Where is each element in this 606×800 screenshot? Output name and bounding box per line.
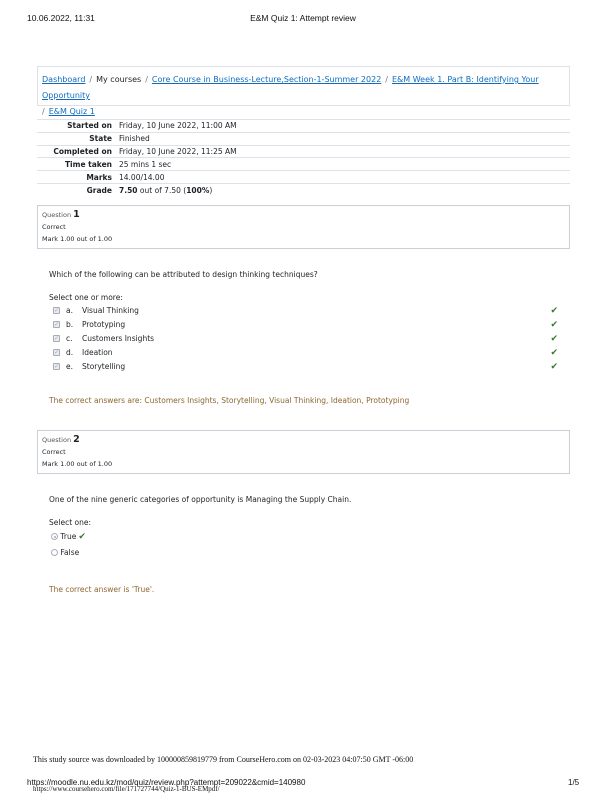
- summary-label: Marks: [37, 171, 117, 184]
- question-text: Which of the following can be attributed to design thinking techniques?: [49, 270, 318, 279]
- question-state: Correct: [42, 223, 66, 231]
- checkbox-checked[interactable]: [53, 307, 60, 314]
- correct-answer-feedback: The correct answer is 'True'.: [49, 585, 155, 594]
- answer-option-false: [51, 547, 79, 559]
- breadcrumb-separator: /: [385, 75, 388, 84]
- option-text: Visual Thinking: [82, 306, 139, 315]
- print-url: https://moodle.nu.edu.kz/mod/quiz/review.php?attempt=209022&cmid=140980: [27, 778, 306, 787]
- download-source-note: This study source was downloaded by 100000859819779 from CourseHero.com on 02-03-2023 04:07:50 GMT -06:00: [33, 755, 414, 764]
- summary-value: 25 mins 1 sec: [117, 158, 570, 171]
- question-number-value: 1: [73, 209, 80, 220]
- correct-check-icon: ✔: [78, 532, 86, 542]
- option-letter: d.: [66, 348, 74, 357]
- breadcrumb-separator: /: [145, 75, 148, 84]
- question-number-value: 2: [73, 434, 80, 445]
- correct-check-icon: ✔: [550, 348, 558, 358]
- breadcrumb-dashboard[interactable]: Dashboard: [42, 75, 86, 84]
- attempt-summary-table: [37, 119, 570, 196]
- question-mark: Mark 1.00 out of 1.00: [42, 235, 113, 243]
- option-text: Ideation: [82, 348, 113, 357]
- answer-prompt: Select one:: [49, 518, 92, 527]
- summary-label: State: [37, 132, 117, 145]
- page-number: 1/5: [568, 778, 580, 787]
- grade-score: 7.50: [119, 185, 138, 195]
- summary-row: [37, 171, 570, 184]
- radio-selected[interactable]: [51, 533, 58, 540]
- grade-percent: 100%: [186, 185, 210, 195]
- breadcrumb-my-courses: My courses: [96, 75, 142, 84]
- question-number: [42, 209, 565, 221]
- summary-label: Time taken: [37, 158, 117, 171]
- breadcrumb-separator: /: [42, 107, 45, 116]
- summary-value: Friday, 10 June 2022, 11:00 AM: [117, 120, 570, 133]
- question-mark: Mark 1.00 out of 1.00: [42, 460, 113, 468]
- breadcrumb-course[interactable]: Core Course in Business-Lecture,Section-1-Summer 2022: [151, 75, 382, 84]
- grade-out-of: out of 7.50 (: [139, 185, 187, 195]
- summary-label: Started on: [37, 120, 117, 133]
- correct-check-icon: ✔: [550, 362, 558, 372]
- question-info-box: [37, 430, 570, 474]
- summary-row: [37, 158, 570, 171]
- summary-value: Finished: [117, 132, 570, 145]
- question-label: Question: [42, 436, 72, 444]
- option-letter: c.: [66, 334, 73, 343]
- option-text: Storytelling: [82, 362, 126, 371]
- summary-row: [37, 132, 570, 145]
- option-letter: a.: [66, 306, 73, 315]
- option-text: Prototyping: [82, 320, 126, 329]
- answer-option: [53, 333, 558, 345]
- breadcrumb-quiz[interactable]: E&M Quiz 1: [48, 107, 95, 116]
- answer-option: [53, 361, 558, 373]
- answer-option: [53, 347, 558, 359]
- checkbox-checked[interactable]: [53, 335, 60, 342]
- question-info-box: [37, 205, 570, 249]
- option-letter: b.: [66, 320, 74, 329]
- question-number: [42, 434, 565, 446]
- question-label: Question: [42, 211, 72, 219]
- option-text: False: [60, 548, 80, 557]
- question-state: Correct: [42, 448, 66, 456]
- summary-label: Completed on: [37, 145, 117, 158]
- option-text: Customers Insights: [82, 334, 155, 343]
- summary-value: 14.00/14.00: [117, 171, 570, 184]
- option-text: True: [60, 532, 77, 541]
- print-datetime: 10.06.2022, 11:31: [27, 13, 95, 23]
- grade-value: [117, 183, 570, 196]
- breadcrumb-week[interactable]: E&M Week 1. Part B: Identifying Your Opportunity: [42, 75, 539, 100]
- answer-option: [53, 305, 558, 317]
- answer-prompt: Select one or more:: [49, 293, 123, 302]
- answer-option-true: [51, 531, 86, 543]
- correct-check-icon: ✔: [550, 334, 558, 344]
- breadcrumb: [37, 66, 570, 116]
- grade-label: Grade: [37, 183, 117, 196]
- correct-check-icon: ✔: [550, 306, 558, 316]
- correct-check-icon: ✔: [550, 320, 558, 330]
- checkbox-checked[interactable]: [53, 349, 60, 356]
- correct-answer-feedback: The correct answers are: Customers Insights, Storytelling, Visual Thinking, Ideation, Prototyping: [49, 396, 410, 405]
- summary-value: Friday, 10 June 2022, 11:25 AM: [117, 145, 570, 158]
- radio-unselected[interactable]: [51, 549, 58, 556]
- grade-close: ): [209, 185, 213, 195]
- breadcrumb-separator: /: [89, 75, 93, 84]
- summary-row: [37, 120, 570, 133]
- question-text: One of the nine generic categories of opportunity is Managing the Supply Chain.: [49, 495, 352, 504]
- summary-row: [37, 145, 570, 158]
- summary-row-grade: [37, 183, 570, 196]
- checkbox-checked[interactable]: [53, 321, 60, 328]
- checkbox-checked[interactable]: [53, 363, 60, 370]
- coursehero-url: https://www.coursehero.com/file/171727744/Quiz-1-BUS-EMpdf/: [33, 785, 220, 793]
- option-letter: e.: [66, 362, 73, 371]
- answer-option: [53, 319, 558, 331]
- print-title: E&M Quiz 1: Attempt review: [250, 13, 356, 23]
